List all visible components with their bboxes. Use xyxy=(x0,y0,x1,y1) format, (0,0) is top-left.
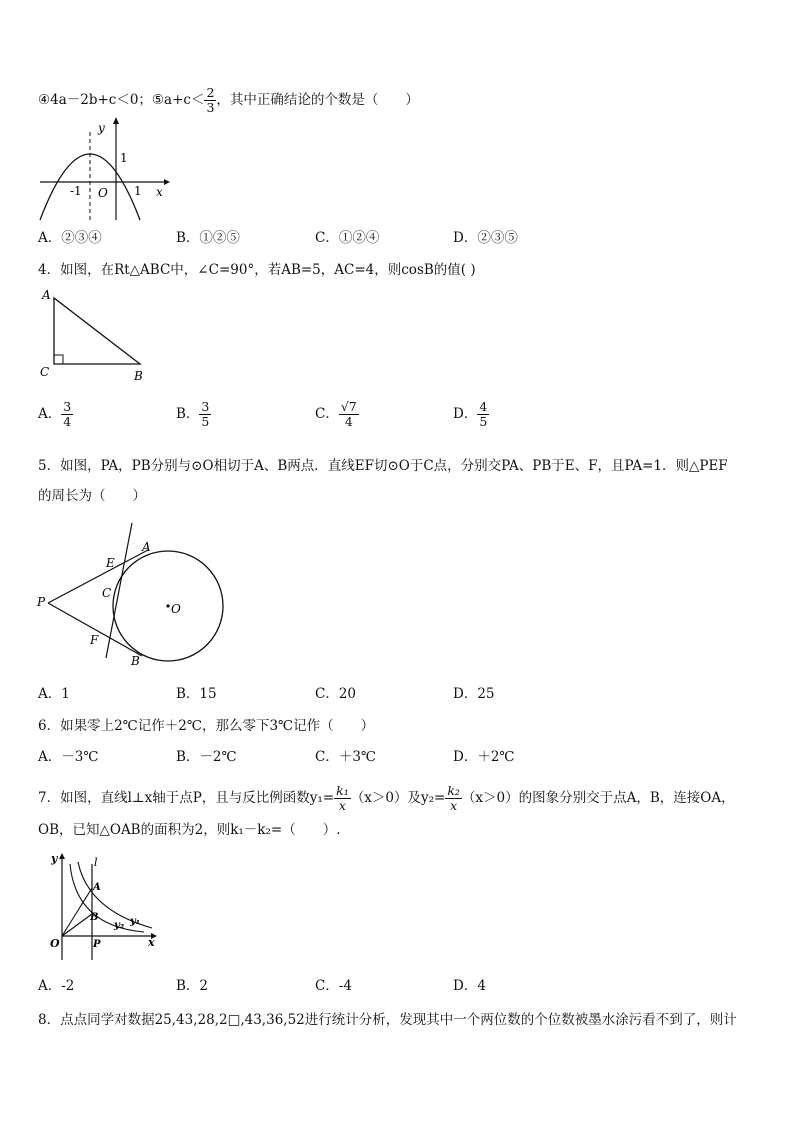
q7-statement-line2: OB，已知△OAB的面积为2，则k₁－k₂=（ ）. xyxy=(38,822,341,838)
q3-text-post: ，其中正确结论的个数是（ ） xyxy=(216,92,419,108)
q4-option-a[interactable]: A． $\frac{3}{4}$ xyxy=(38,399,72,429)
q7-o-label: O xyxy=(50,937,60,950)
q4-triangle-figure xyxy=(36,284,154,384)
q5-label-b: B xyxy=(131,654,140,668)
q7-option-d[interactable]: D．4 xyxy=(453,978,486,994)
q5-label-o: O xyxy=(171,602,181,616)
q7-hyperbola-graph xyxy=(36,850,160,962)
q7-b-label: B xyxy=(90,912,99,923)
q6-option-a[interactable]: A．－3℃ xyxy=(38,749,99,765)
q5-option-b[interactable]: B．15 xyxy=(176,686,217,702)
q3-neg-one-label: -1 xyxy=(70,184,82,198)
q7-option-b[interactable]: B．2 xyxy=(176,978,209,994)
q7-p-label: P xyxy=(93,939,101,950)
q3-x-label: x xyxy=(156,185,163,199)
q7-a-label: A xyxy=(93,882,101,893)
q3-one-x-label: 1 xyxy=(134,184,142,198)
q6-option-b[interactable]: B．－2℃ xyxy=(176,749,237,765)
q5-label-a: A xyxy=(142,540,151,554)
q7-option-a[interactable]: A．-2 xyxy=(38,978,75,994)
q7-x-label: x xyxy=(148,936,155,949)
q7-option-c[interactable]: C．-4 xyxy=(315,978,352,994)
q3-one-y-label: 1 xyxy=(120,151,128,165)
q3-text-pre: ④4a－2b+c＜0；⑤a+c＜ xyxy=(38,92,205,108)
q5-label-e: E xyxy=(106,556,115,570)
q5-label-p: P xyxy=(37,595,46,609)
q4-option-b[interactable]: B． $\frac{3}{5}$ xyxy=(176,399,210,429)
q5-label-c: C xyxy=(102,586,112,600)
q4-statement: 4．如图，在Rt△ABC中，∠C=90°，若AB=5，AC=4，则cosB的值( ) xyxy=(38,262,476,278)
q3-statement xyxy=(38,86,419,115)
q4-label-c: C xyxy=(40,365,50,379)
q7-l-label: l xyxy=(94,856,98,869)
q3-option-b[interactable]: B．①②⑤ xyxy=(176,230,240,246)
q3-option-c[interactable]: C．①②④ xyxy=(315,230,380,246)
q5-option-a[interactable]: A．1 xyxy=(38,686,70,702)
q3-y-label: y xyxy=(98,121,105,135)
q3-origin-label: O xyxy=(98,186,108,200)
q4-label-b: B xyxy=(134,369,143,383)
q5-option-d[interactable]: D．25 xyxy=(453,686,495,702)
q8-statement: 8．点点同学对数据25,43,28,2□,43,36,52进行统计分析，发现其中一个两位数的个位数被墨水涂污看不到了，则计 xyxy=(38,1012,737,1028)
q5-circle-figure xyxy=(34,518,234,668)
q6-statement: 6．如果零上2℃记作＋2℃，那么零下3℃记作（ ） xyxy=(38,718,375,734)
q7-y1-label: y₁ xyxy=(130,916,141,927)
q3-fraction: $\frac{2}{3}$ xyxy=(206,85,215,115)
q5-label-f: F xyxy=(90,633,99,647)
q4-option-c[interactable]: C． $\frac{√7}{4}$ xyxy=(315,399,357,429)
q5-statement-line2: 的周长为（ ） xyxy=(38,488,146,504)
q7-y-label: y xyxy=(51,852,58,865)
q3-option-d[interactable]: D．②③⑤ xyxy=(453,230,518,246)
q4-label-a: A xyxy=(42,288,51,302)
q7-y2-label: y₂ xyxy=(114,920,125,931)
q7-statement-line1: 7．如图，直线l⊥x轴于点P，且与反比例函数y₁= $\frac{\text{k₁}}{x}$ （x＞0）及y₂= $\frac{\text{k₂}}{x}$ （x＞0）的图象分别交于点A，B，连接OA， xyxy=(38,783,735,813)
q3-parabola-graph xyxy=(36,116,170,224)
q3-option-a[interactable]: A．②③④ xyxy=(38,230,102,246)
q5-option-c[interactable]: C．20 xyxy=(315,686,357,702)
q6-option-d[interactable]: D．＋2℃ xyxy=(453,749,515,765)
q6-option-c[interactable]: C．＋3℃ xyxy=(315,749,377,765)
q4-option-d[interactable]: D． $\frac{4}{5}$ xyxy=(453,399,488,429)
q5-statement-line1: 5．如图，PA，PB分别与⊙O相切于A、B两点．直线EF切⊙O于C点，分别交PA、PB于E、F，且PA=1．则△PEF xyxy=(38,458,728,474)
